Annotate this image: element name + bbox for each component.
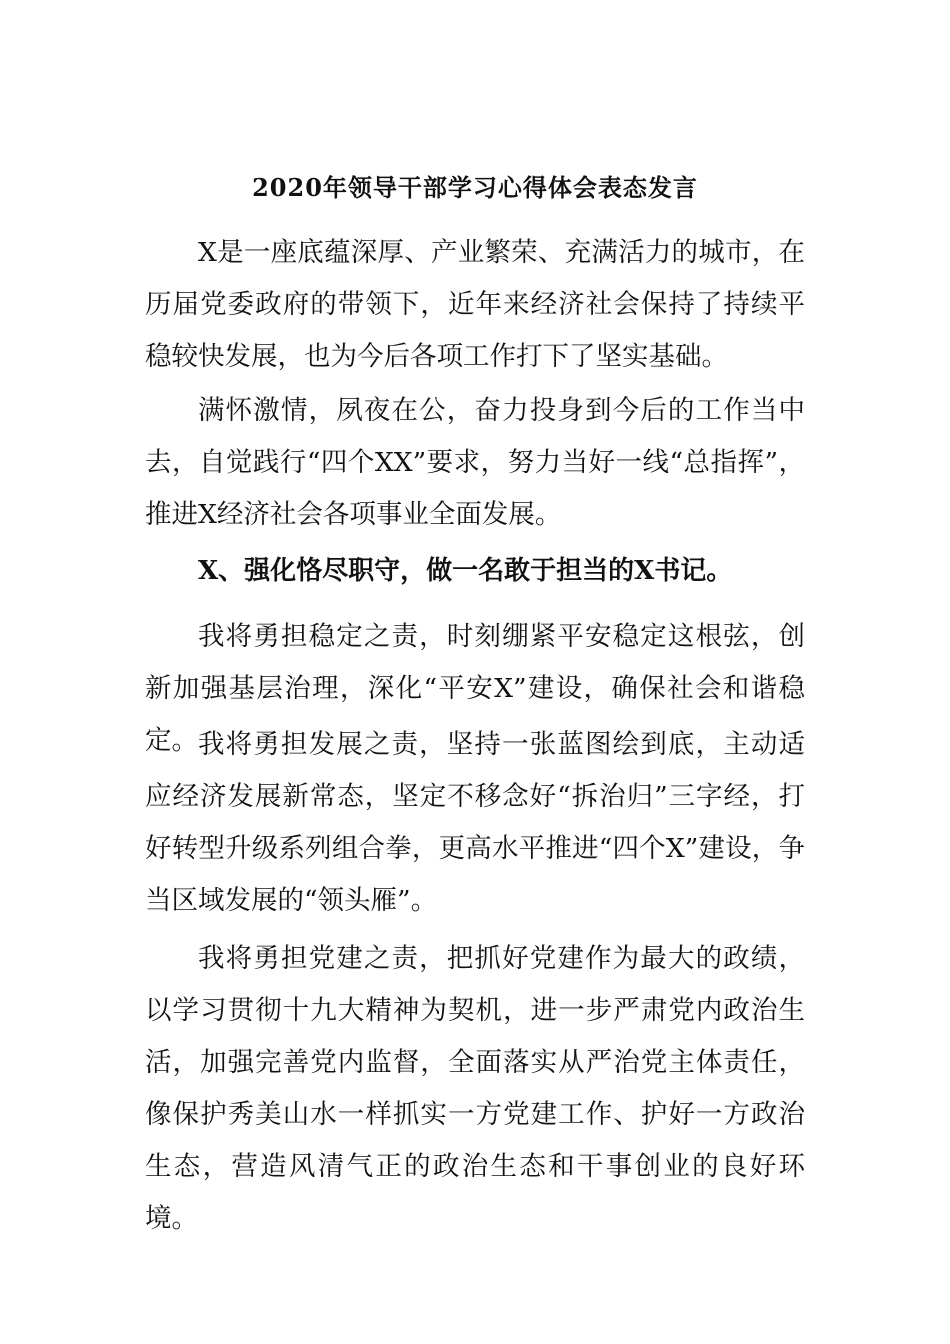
section-heading: X、强化恪尽职守，做一名敢于担当的X书记。	[198, 556, 733, 586]
document-title: 2020年领导干部学习心得体会表态发言	[252, 173, 698, 202]
paragraph-intro: X是一座底蕴深厚、产业繁荣、充满活力的城市，在历届党委政府的带领下，近年来经济社会保持了持续平稳较快发展，也为今后各项工作打下了坚实基础。	[145, 237, 805, 372]
paragraph-commitment: 满怀激情，夙夜在公，奋力投身到今后的工作当中去，自觉践行“四个XX”要求，努力当好一线“总指挥”，推进X经济社会各项事业全面发展。	[145, 395, 805, 530]
paragraph-stability: 我将勇担稳定之责，时刻绷紧平安稳定这根弦，创新加强基层治理，深化“平安X”建设，确保社会和谐稳定。	[145, 621, 805, 756]
paragraph-party-building: 我将勇担党建之责，把抓好党建作为最大的政绩，以学习贯彻十九大精神为契机，进一步严肃党内政治生活，加强完善党内监督，全面落实从严治党主体责任，像保护秀美山水一样抓实一方党建工作、护好一方政治生态，营造风清气正的政治生态和干事创业的良好环境。	[145, 943, 805, 1234]
paragraph-development: 我将勇担发展之责，坚持一张蓝图绘到底，主动适应经济发展新常态，坚定不移念好“拆治归”三字经，打好转型升级系列组合拳，更高水平推进“四个X”建设，争当区域发展的“领头雁”。	[145, 729, 805, 916]
